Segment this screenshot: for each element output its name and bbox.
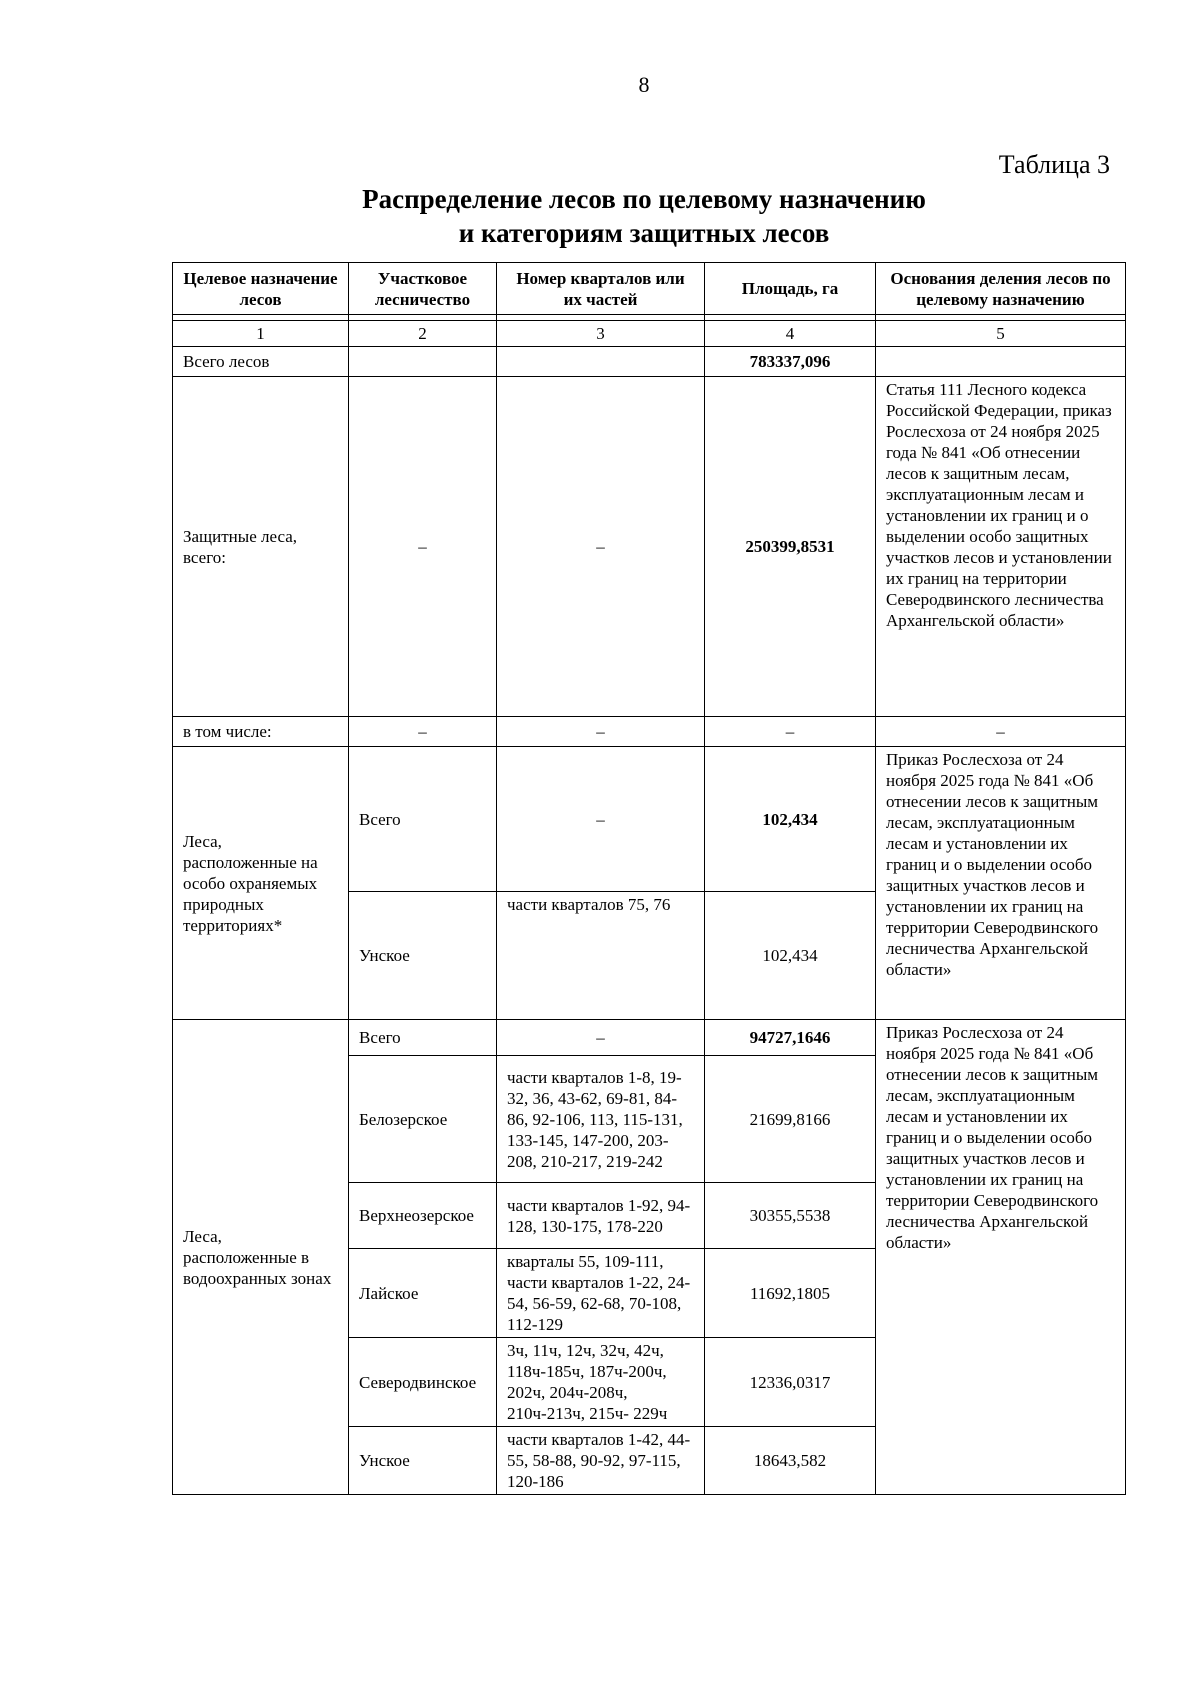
protected-areas-total-area: 102,434 xyxy=(705,747,876,892)
title-line-2: и категориям защитных лесов xyxy=(458,218,830,248)
protective-area: 250399,8531 xyxy=(705,377,876,717)
including-dash: – xyxy=(349,717,497,747)
column-number: 3 xyxy=(497,321,705,347)
header-area: Площадь, га xyxy=(705,263,876,315)
protected-areas-label: Леса, расположенные на особо охраняемых природных территориях* xyxy=(173,747,349,1020)
header-basis: Основания деления лесов по целевому назначению xyxy=(876,263,1126,315)
protected-areas-area: 102,434 xyxy=(705,892,876,1020)
header-quarters: Номер кварталов или их частей xyxy=(497,263,705,315)
water-zones-district: Верхнеозерское xyxy=(349,1183,497,1249)
header-purpose: Целевое назначение лесов xyxy=(173,263,349,315)
column-number: 1 xyxy=(173,321,349,347)
protected-areas-district: Унское xyxy=(349,892,497,1020)
table-label: Таблица 3 xyxy=(998,150,1110,179)
water-zones-area: 30355,5538 xyxy=(705,1183,876,1249)
water-zones-basis: Приказ Рослесхоза от 24 ноября 2025 года № 841 «Об отнесении лесов к защитным лесам, эксплуатационным лесам и установлении их границ и о выделении особо защитных участков лесов и установлении их границ на территории Северодвинского лесничества Архангельской области» xyxy=(876,1020,1126,1495)
protective-row xyxy=(173,377,1126,717)
water-zones-total-quarters: – xyxy=(497,1020,705,1056)
water-zones-quarters: части кварталов 1-92, 94-128, 130-175, 178-220 xyxy=(497,1183,705,1249)
protective-basis: Статья 111 Лесного кодекса Российской Федерации, приказ Рослесхоза от 24 ноября 2025 года № 841 «Об отнесении лесов к защитным лесам, эксплуатационным лесам и установлении их границ и о выделении особо защитных участков лесов и установлении их границ на территории Северодвинского лесничества Архангельской области» xyxy=(876,377,1126,717)
water-zones-area: 11692,1805 xyxy=(705,1249,876,1338)
water-zones-district: Лайское xyxy=(349,1249,497,1338)
water-zones-total-district: Всего xyxy=(349,1020,497,1056)
forest-distribution-table xyxy=(172,262,1126,1495)
column-number: 4 xyxy=(705,321,876,347)
protected-areas-basis: Приказ Рослесхоза от 24 ноября 2025 года № 841 «Об отнесении лесов к защитным лесам, эксплуатационным лесам и установлении их границ и о выделении особо защитных участков лесов и установлении их границ на территории Северодвинского лесничества Архангельской области» xyxy=(876,747,1126,1020)
including-row xyxy=(173,717,1126,747)
including-dash: – xyxy=(497,717,705,747)
title-line-1: Распределение лесов по целевому назначению xyxy=(362,184,926,214)
protective-district: – xyxy=(349,377,497,717)
including-label: в том числе: xyxy=(173,717,349,747)
water-zones-total-row xyxy=(173,1020,1126,1056)
water-zones-quarters: 3ч, 11ч, 12ч, 32ч, 42ч, 118ч-185ч, 187ч-200ч, 202ч, 204ч-208ч, 210ч-213ч, 215ч- 229ч xyxy=(497,1338,705,1427)
water-zones-district: Белозерское xyxy=(349,1056,497,1183)
table-title xyxy=(0,182,1200,250)
total-area: 783337,096 xyxy=(705,347,876,377)
page-number: 8 xyxy=(638,72,650,97)
header-district: Участковое лесничество xyxy=(349,263,497,315)
total-row xyxy=(173,347,1126,377)
water-zones-label: Леса, расположенные в водоохранных зонах xyxy=(173,1020,349,1495)
column-numbers-row xyxy=(173,321,1126,347)
protected-areas-total-district: Всего xyxy=(349,747,497,892)
protected-areas-total-row xyxy=(173,747,1126,892)
water-zones-total-area: 94727,1646 xyxy=(705,1020,876,1056)
water-zones-quarters: кварталы 55, 109-111, части кварталов 1-22, 24-54, 56-59, 62-68, 70-108, 112-129 xyxy=(497,1249,705,1338)
water-zones-district: Унское xyxy=(349,1427,497,1495)
water-zones-area: 18643,582 xyxy=(705,1427,876,1495)
including-dash: – xyxy=(705,717,876,747)
protective-label: Защитные леса, всего: xyxy=(173,377,349,717)
water-zones-district: Северодвинское xyxy=(349,1338,497,1427)
protected-areas-total-quarters: – xyxy=(497,747,705,892)
column-number: 5 xyxy=(876,321,1126,347)
header-row xyxy=(173,263,1126,315)
water-zones-quarters: части кварталов 1-42, 44-55, 58-88, 90-92, 97-115, 120-186 xyxy=(497,1427,705,1495)
water-zones-quarters: части кварталов 1-8, 19-32, 36, 43-62, 69-81, 84-86, 92-106, 113, 115-131, 133-145, 147-200, 203-208, 210-217, 219-242 xyxy=(497,1056,705,1183)
including-dash: – xyxy=(876,717,1126,747)
total-label: Всего лесов xyxy=(173,347,349,377)
water-zones-area: 12336,0317 xyxy=(705,1338,876,1427)
protective-quarters: – xyxy=(497,377,705,717)
water-zones-area: 21699,8166 xyxy=(705,1056,876,1183)
column-number: 2 xyxy=(349,321,497,347)
protected-areas-quarters: части кварталов 75, 76 xyxy=(497,892,705,1020)
